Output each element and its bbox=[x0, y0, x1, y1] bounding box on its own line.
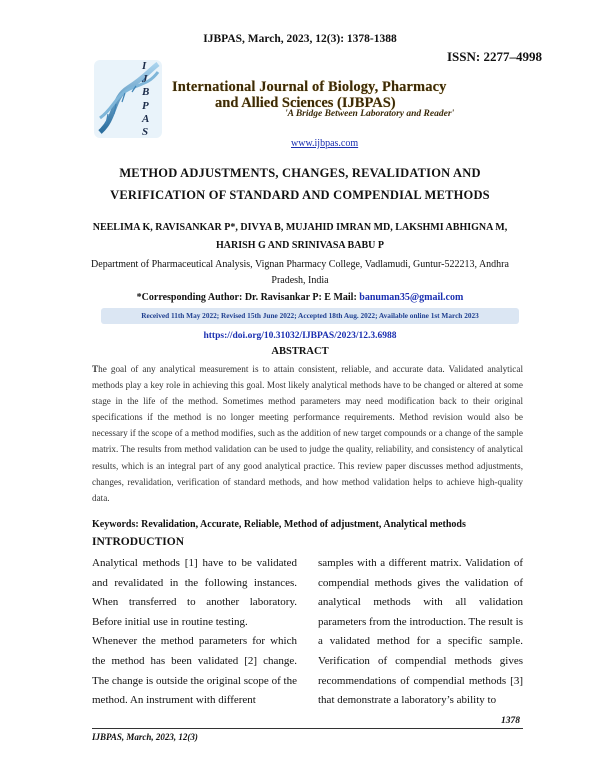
logo-letter: S bbox=[142, 126, 149, 139]
introduction-heading: INTRODUCTION bbox=[92, 536, 185, 548]
running-head: IJBPAS, March, 2023, 12(3): 1378-1388 bbox=[203, 33, 397, 45]
article-title-line2: VERIFICATION OF STANDARD AND COMPENDIAL METHODS bbox=[110, 188, 490, 202]
journal-tagline: 'A Bridge Between Laboratory and Reader' bbox=[285, 109, 455, 119]
right-column bbox=[318, 554, 523, 711]
journal-name-line1: International Journal of Biology, Pharmacy bbox=[172, 79, 447, 95]
affiliation bbox=[90, 257, 510, 289]
abstract-dropcap: T bbox=[92, 364, 99, 374]
keywords: Keywords: Revalidation, Accurate, Reliable, Method of adjustment, Analytical methods bbox=[92, 519, 466, 530]
logo-letter: B bbox=[142, 86, 150, 99]
page-number: 1378 bbox=[501, 716, 520, 726]
logo-letter: I bbox=[142, 60, 147, 72]
corresponding-email-link[interactable]: banuman35@gmail.com bbox=[359, 292, 464, 303]
journal-website-link[interactable]: www.ijbpas.com bbox=[291, 138, 359, 149]
affiliation-line2: Pradesh, India bbox=[271, 275, 329, 286]
logo-letter: P bbox=[142, 99, 149, 112]
article-dates-banner: Received 11th May 2022; Revised 15th June 2022; Accepted 18th Aug. 2022; Available online 1st March 2023 bbox=[101, 308, 519, 324]
logo-letter: A bbox=[142, 112, 150, 125]
affiliation-line1: Department of Pharmaceutical Analysis, Vignan Pharmacy College, Vadlamudi, Guntur-522213, Andhra bbox=[91, 259, 509, 270]
paragraph: Whenever the method parameters for which the method has been validated [2] change. The change is outside the original scope of the method. An instrument with different bbox=[92, 635, 297, 707]
issn: ISSN: 2277–4998 bbox=[447, 49, 542, 64]
article-title-line1: METHOD ADJUSTMENTS, CHANGES, REVALIDATION AND bbox=[119, 166, 481, 180]
journal-name-line2: and Allied Sciences (IJBPAS) bbox=[215, 95, 396, 111]
logo-letter: J bbox=[142, 73, 148, 86]
journal-logo bbox=[92, 58, 164, 140]
footer-journal-ref: IJBPAS, March, 2023, 12(3) bbox=[92, 732, 198, 742]
paragraph: Analytical methods [1] have to be validated and revalidated in the following instances. When transferred to another laboratory. Before initial use in routine testing. bbox=[92, 557, 297, 628]
logo-letters bbox=[142, 60, 149, 139]
abstract-heading: ABSTRACT bbox=[271, 346, 329, 357]
corresponding-author bbox=[0, 292, 600, 303]
authors-line2: HARISH G AND SRINIVASA BABU P bbox=[216, 240, 384, 251]
abstract-body: he goal of any analytical measurement is to attain consistent, reliable, and accurate data. Validated analytical methods play a key role in achieving this goal. Most likely analytical methods have to be changed or altered at some stage in the life of the method. Sometimes method parameters may need modification back to their original specifications if the method is no longer meeting performance requirements. Method revision would also be necessary if the scope of a method modifies, such as the addition of new target compounds or a change of the sample matrix. The results from method validation can be used to judge the quality, reliability, and consistency of analytical results, which is an integral part of any good analytical practice. This review paper discusses method adjustments, changes, revalidation, verification of standard methods, and how method validation helps to achieve high-quality data. bbox=[92, 364, 523, 503]
dna-helix-icon bbox=[92, 58, 164, 140]
paragraph: samples with a different matrix. Validation of compendial methods gives the validation of analytical methods with all validation parameters from the introduction. The result is a validated method for a specific sample. Verification of compendial methods gives recommendations of compendial methods [3] that demonstrate a laboratory’s ability to bbox=[318, 557, 523, 707]
footer-divider bbox=[92, 728, 523, 729]
abstract-text bbox=[92, 361, 523, 506]
corresponding-label: *Corresponding Author: Dr. Ravisankar P: E Mail: bbox=[136, 292, 357, 303]
doi-link[interactable]: https://doi.org/10.31032/IJBPAS/2023/12.3.6988 bbox=[203, 331, 397, 341]
left-column bbox=[92, 554, 297, 711]
authors-line1: NEELIMA K, RAVISANKAR P*, DIVYA B, MUJAHID IMRAN MD, LAKSHMI ABHIGNA M, bbox=[92, 222, 508, 233]
